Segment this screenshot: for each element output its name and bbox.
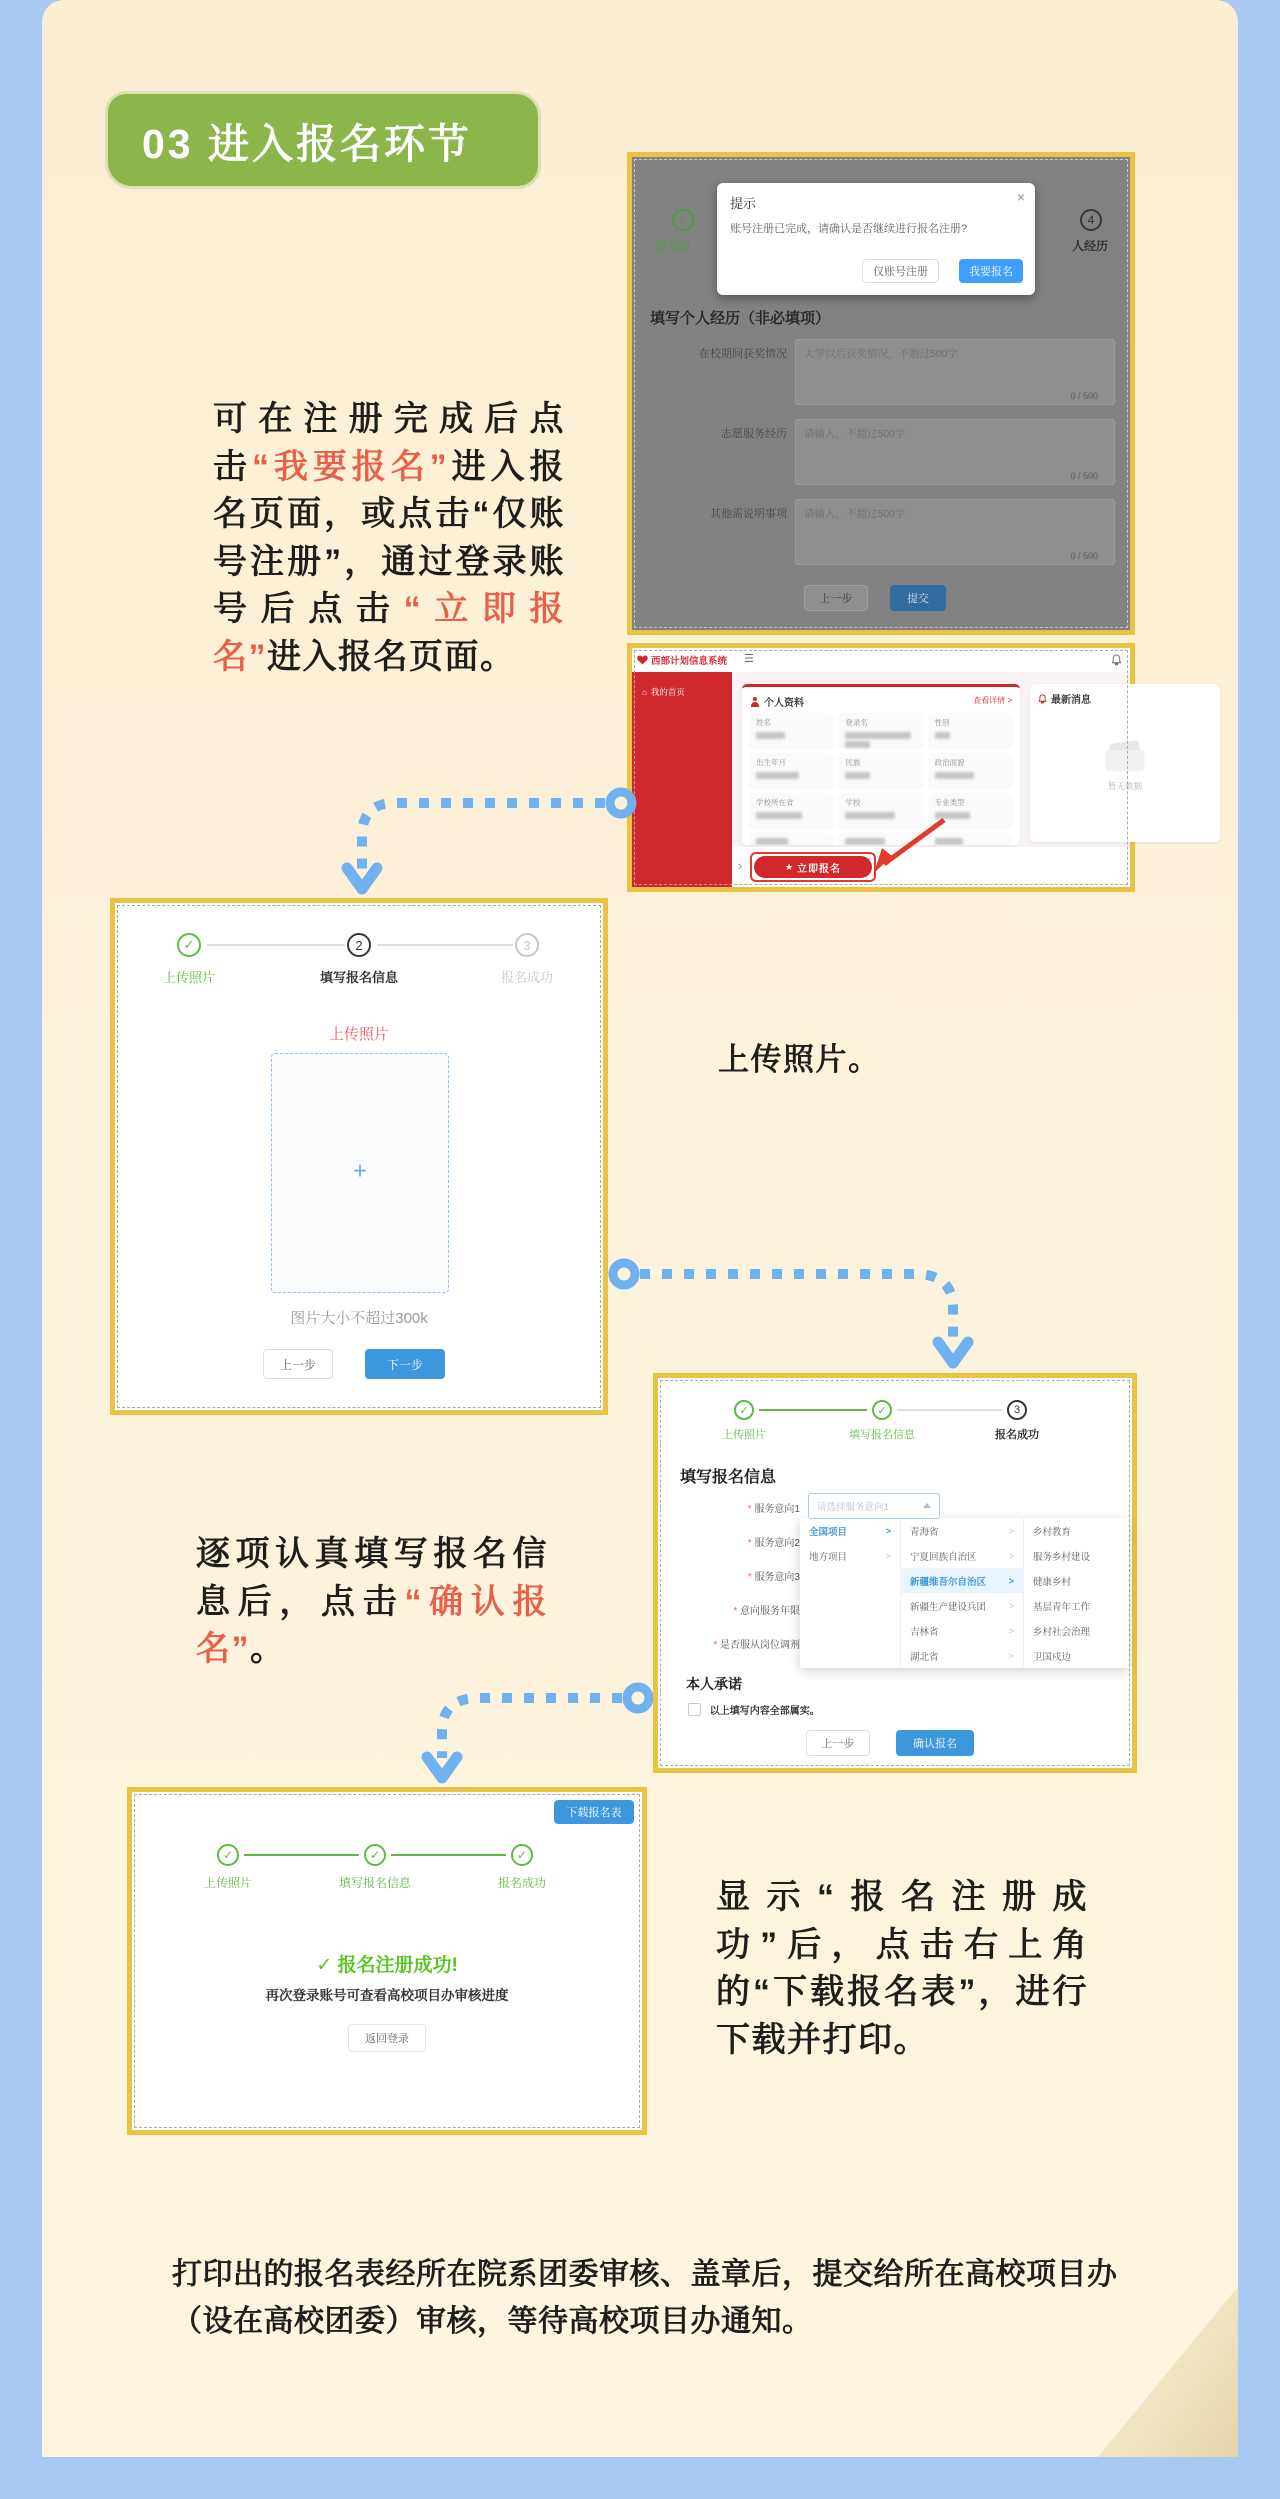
- fill-info-note: 逐项认真填写报名信息后，点击“确认报名”。: [196, 1535, 548, 1669]
- prev-step-button[interactable]: 上一步: [804, 585, 868, 611]
- blurred-value: [845, 838, 884, 845]
- profile-field-label: 民族: [845, 758, 861, 767]
- menu-item-rural-construction[interactable]: 服务乡村建设: [1033, 1551, 1091, 1563]
- step1-label: 上传照片: [203, 1876, 253, 1890]
- intro-note-text2: 进入报名页面，或点击“仅账号注册”，通过登录账号后点击: [213, 447, 566, 629]
- profile-field-label: 学校: [845, 798, 861, 807]
- step-line: [207, 944, 345, 946]
- news-card-title: 最新消息: [1051, 695, 1091, 706]
- step1-label: 上传照片: [162, 970, 216, 985]
- profile-field: [750, 793, 833, 827]
- step1-circle: ✓: [177, 933, 201, 957]
- account-only-button[interactable]: 仅账号注册: [862, 259, 939, 283]
- view-detail-link[interactable]: 查看详情 >: [973, 696, 1012, 705]
- download-form-button[interactable]: 下载报名表: [554, 1800, 634, 1824]
- profile-field-label: 性别: [934, 718, 950, 727]
- cascade-menu-level3: [1024, 1518, 1129, 1668]
- step1-label: 上传照片: [722, 1429, 766, 1441]
- chevron-right-icon: >: [1008, 1600, 1014, 1611]
- blurred-value: [756, 732, 785, 739]
- prev-step-button[interactable]: 上一步: [263, 1349, 333, 1379]
- apply-now-button[interactable]: [754, 856, 872, 878]
- chevron-right-icon: >: [1008, 1575, 1014, 1586]
- back-to-login-button[interactable]: 返回登录: [348, 2024, 426, 2052]
- profile-field: [839, 793, 922, 827]
- upload-hint: 图片大小不超过300k: [290, 1310, 428, 1327]
- required-star: *: [747, 1572, 752, 1583]
- sidebar-item-home-label: 我的首页: [650, 687, 685, 697]
- profile-field: [839, 753, 922, 787]
- form-row: [632, 499, 1130, 563]
- apply-now-label: 立即报名: [797, 863, 842, 875]
- heart-logo-icon: [637, 655, 648, 665]
- chevron-up-icon: [923, 1503, 931, 1508]
- profile-card-header: [750, 694, 804, 709]
- news-card: [1030, 684, 1220, 842]
- profile-field: [839, 833, 922, 845]
- blurred-value: [845, 812, 895, 819]
- cta-strip: [732, 847, 1130, 887]
- other-notes-textarea[interactable]: [795, 499, 1115, 565]
- want-to-apply-button[interactable]: 我要报名: [959, 259, 1023, 283]
- check-icon: ✓: [316, 1955, 333, 1976]
- textarea-placeholder: 请输入，不超过500字: [804, 508, 906, 520]
- step1-circle: ✓: [734, 1400, 754, 1420]
- empty-state-text: 暂无数据: [1107, 781, 1142, 791]
- step3-circle: ✓: [511, 1844, 533, 1866]
- required-star: *: [733, 1606, 738, 1617]
- textarea-placeholder: 大学以后获奖情况，不超过500字: [804, 348, 959, 360]
- profile-field: [750, 833, 833, 845]
- screenshot-register-dialog: [627, 152, 1135, 635]
- intro-note-text: 可在注册完成后点击: [213, 400, 565, 486]
- photo-upload-dropzone[interactable]: [271, 1053, 449, 1293]
- step-line: [377, 944, 513, 946]
- portal-topbar: [632, 648, 1130, 673]
- chevron-right-icon: >: [1008, 1625, 1014, 1636]
- profile-field: [750, 713, 833, 747]
- footer-note: 打印出的报名表经所在院系团委审核、盖章后，提交给所在高校项目办（设在高校团委）审核，等待高校项目办通知。: [172, 2258, 1118, 2338]
- step2-circle: ✓: [364, 1844, 386, 1866]
- field-label-intent2: * 服务意向2: [747, 1538, 800, 1549]
- step-line-green: [759, 1409, 867, 1411]
- cascade-menu: [800, 1518, 1129, 1668]
- screenshot-portal-home: [627, 643, 1142, 892]
- blurred-value: [935, 732, 951, 739]
- blurred-value: [935, 772, 974, 779]
- plus-icon: +: [352, 1157, 368, 1185]
- download-note: 显示“报名注册成功”后，点击右上角的“下载报名表”，进行下载并打印。: [716, 1878, 1088, 2059]
- menu-item-social-governance[interactable]: 乡村社会治理: [1033, 1626, 1091, 1638]
- blurred-value: [756, 838, 788, 845]
- step-line: [897, 1409, 1002, 1411]
- step3-circle: 3: [1007, 1400, 1027, 1420]
- required-star: *: [747, 1504, 752, 1515]
- portal-brand-label: 西部计划信息系统: [650, 656, 727, 667]
- collapse-chevron-icon[interactable]: ›: [738, 858, 743, 873]
- step2-label: 填写报名信息: [319, 970, 399, 985]
- chevron-right-icon: >: [1008, 1525, 1014, 1536]
- promise-heading: 本人承诺: [686, 1676, 742, 1692]
- service-intent-select[interactable]: [808, 1493, 940, 1519]
- intro-note: [213, 396, 565, 682]
- menu-item-jilin[interactable]: 吉林省 >: [910, 1625, 1014, 1638]
- promise-row: [688, 1702, 820, 1717]
- menu-item-healthy-village[interactable]: 健康乡村: [1033, 1576, 1072, 1588]
- step3-circle: 3: [515, 933, 539, 957]
- profile-field-label: 登录名: [845, 718, 868, 727]
- screenshot-fill-info: [653, 1373, 1137, 1773]
- dialog-title: 提示: [730, 196, 757, 211]
- field-label: 在校期间获奖情况: [699, 348, 787, 360]
- home-icon: ⌂: [642, 687, 647, 697]
- field-label-years: * 意向服务年限: [733, 1606, 800, 1617]
- field-label: 志愿服务经历: [721, 428, 787, 440]
- menu-item-bingtuan[interactable]: 新疆生产建设兵团 >: [910, 1600, 1014, 1613]
- person-icon: [750, 697, 760, 707]
- blurred-value: [935, 838, 964, 845]
- field-label-intent3: * 服务意向3: [747, 1572, 800, 1583]
- prev-step-button[interactable]: 上一步: [806, 1730, 870, 1756]
- step3-label: 报名成功: [995, 1429, 1039, 1441]
- star-icon: ★: [784, 861, 794, 872]
- menu-item-qinghai[interactable]: 青海省 >: [910, 1525, 1014, 1538]
- profile-field: [929, 753, 1012, 787]
- profile-card-title: 个人资料: [764, 698, 804, 709]
- confirm-apply-button[interactable]: 确认报名: [896, 1730, 974, 1756]
- success-title: ✓ 报名注册成功!: [316, 1955, 458, 1976]
- step-line-green: [244, 1854, 359, 1856]
- profile-field-label: 姓名: [756, 718, 771, 727]
- profile-field: [929, 833, 1012, 845]
- bell-icon[interactable]: [1111, 654, 1122, 666]
- profile-card: [742, 684, 1020, 845]
- profile-field: [929, 793, 1012, 827]
- step3-label: 报名成功: [497, 1876, 547, 1890]
- select-placeholder: 请选择服务意向1: [817, 1502, 889, 1513]
- section-badge-label: 03 进入报名环节: [142, 120, 472, 167]
- field-label-intent1: * 服务意向1: [747, 1504, 800, 1515]
- intro-note-highlight-signup: “立即报名”: [213, 590, 566, 676]
- menu-item-youth-work[interactable]: 基层青年工作: [1033, 1601, 1091, 1613]
- cta-highlight-box: [750, 852, 876, 882]
- blurred-value: [845, 732, 911, 739]
- menu-item-rural-education[interactable]: 乡村教育: [1033, 1526, 1072, 1538]
- submit-button[interactable]: 提交: [890, 585, 946, 611]
- portal-brand: [632, 648, 732, 672]
- section-badge: [108, 94, 538, 186]
- chevron-right-icon: >: [1008, 1650, 1014, 1661]
- blurred-value: [845, 741, 870, 748]
- menu-item-national[interactable]: 全国项目 >: [809, 1525, 891, 1538]
- step1-circle: ✓: [217, 1844, 239, 1866]
- news-bell-icon: [1038, 694, 1047, 704]
- intro-note-highlight-apply: “我要报名”: [251, 447, 449, 486]
- menu-item-local[interactable]: 地方项目 >: [809, 1550, 891, 1563]
- promise-text: 以上填写内容全部属实。: [709, 1706, 820, 1717]
- step2-circle: 2: [347, 933, 371, 957]
- awards-textarea[interactable]: [795, 339, 1115, 405]
- chevron-right-icon: >: [885, 1550, 891, 1561]
- confirm-dialog: [717, 183, 1035, 295]
- screenshot-upload-photo: [110, 898, 608, 1415]
- form-row: [632, 419, 1130, 483]
- blurred-value: [756, 812, 802, 819]
- screenshot-success: [127, 1787, 647, 2135]
- char-counter: 0 / 500: [1070, 471, 1098, 481]
- cascade-menu-level1: [800, 1518, 901, 1668]
- field-label-adjust: * 是否服从岗位调剂: [713, 1640, 800, 1651]
- chevron-right-icon: >: [1008, 1550, 1014, 1561]
- profile-field-label: 专业类型: [934, 798, 965, 807]
- upload-step-note: 上传照片。: [718, 1042, 881, 1077]
- profile-field-label: 出生年月: [756, 758, 786, 767]
- textarea-placeholder: 请输入，不超过500字: [804, 428, 906, 440]
- dialog-message: 账号注册已完成，请确认是否继续进行报名注册?: [730, 223, 968, 235]
- volunteer-textarea[interactable]: [795, 419, 1115, 485]
- step-circle-done: ✓: [672, 209, 694, 231]
- menu-item-xinjiang[interactable]: 新疆维吾尔自治区 >: [901, 1568, 1023, 1593]
- blurred-value: [756, 772, 799, 779]
- menu-item-hubei[interactable]: 湖北省 >: [910, 1650, 1014, 1663]
- required-star: *: [747, 1538, 752, 1549]
- blurred-value: [845, 772, 870, 779]
- hamburger-icon[interactable]: ☰: [744, 653, 754, 665]
- step2-label: 填写报名信息: [849, 1429, 915, 1441]
- cascade-menu-level2: [901, 1518, 1024, 1668]
- menu-item-ningxia[interactable]: 宁夏回族自治区 >: [910, 1550, 1014, 1563]
- profile-grid: [750, 713, 1012, 845]
- profile-field: [929, 713, 1012, 747]
- profile-form-heading: 填写个人经历（非必填项）: [650, 310, 831, 327]
- fill-info-heading: 填写报名信息: [680, 1469, 777, 1486]
- upload-photo-label: 上传照片: [328, 1026, 389, 1043]
- profile-field: [839, 713, 922, 747]
- step-label-fragment: 提交邮: [654, 239, 691, 253]
- success-subtitle: 再次登录账号可查看高校项目办审核进度: [265, 1988, 509, 2003]
- required-star: *: [713, 1640, 718, 1651]
- step-circle-4: 4: [1080, 209, 1102, 231]
- step2-label: 填写报名信息: [338, 1876, 412, 1890]
- char-counter: 0 / 500: [1070, 391, 1098, 401]
- next-step-button[interactable]: 下一步: [365, 1349, 445, 1379]
- empty-state-illustration: [1104, 742, 1146, 772]
- intro-note-text3: 进入报名页面。: [267, 637, 516, 676]
- char-counter: 0 / 500: [1070, 551, 1098, 561]
- portal-sidebar: [632, 672, 732, 887]
- profile-field-label: 学校所在省: [756, 798, 794, 807]
- news-card-header: [1038, 691, 1091, 706]
- menu-item-border-defense[interactable]: 卫国戍边: [1033, 1651, 1072, 1663]
- chevron-right-icon: >: [885, 1525, 891, 1536]
- step2-circle: ✓: [872, 1400, 892, 1420]
- form-row: [632, 339, 1130, 403]
- step3-label: 报名成功: [500, 970, 554, 985]
- profile-field: [750, 753, 833, 787]
- portal-main: [732, 672, 1142, 887]
- sidebar-item-home[interactable]: [642, 686, 685, 698]
- blurred-value: [935, 812, 971, 819]
- promise-checkbox[interactable]: [688, 1703, 701, 1716]
- step-line-green: [391, 1854, 506, 1856]
- fill-note-highlight: “确认报名”: [196, 1582, 548, 1669]
- step-label-fragment-right: 人经历: [1072, 239, 1109, 253]
- field-label: 其他需说明事项: [710, 508, 787, 520]
- close-icon[interactable]: ×: [1016, 189, 1025, 205]
- profile-field-label: 政治面貌: [934, 758, 965, 767]
